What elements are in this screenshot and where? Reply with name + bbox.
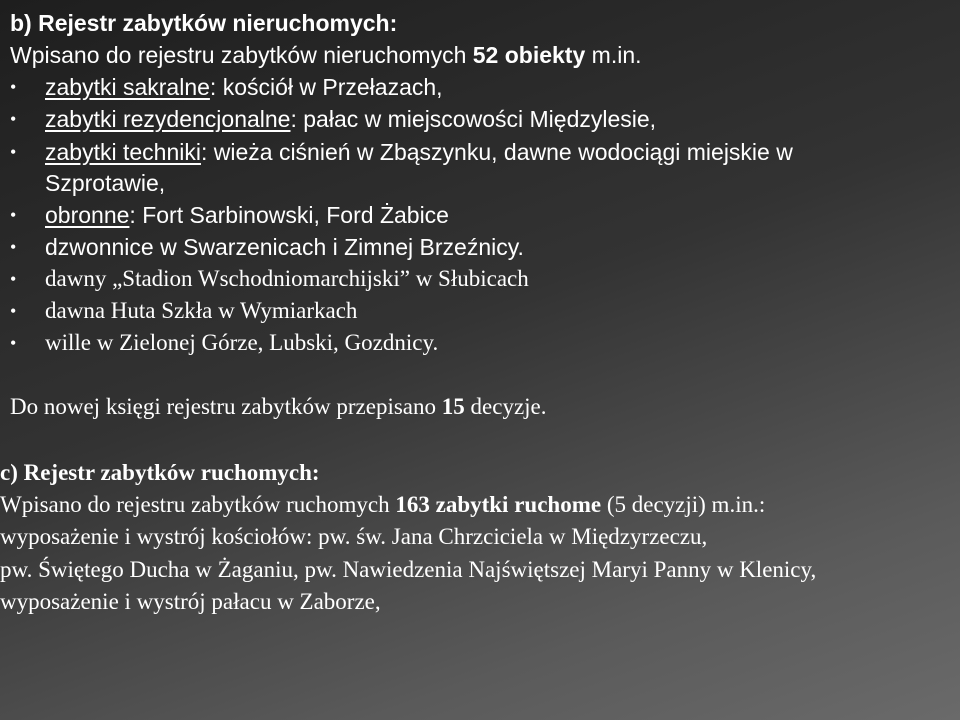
bullet-icon: •	[10, 269, 17, 289]
bullet-icon: •	[10, 333, 17, 353]
bullet-icon: •	[10, 237, 17, 257]
list-item: zabytki rezydencjonalne: pałac w miejscowości Międzylesie,	[45, 106, 657, 132]
section-c-line: pw. Świętego Ducha w Żaganiu, pw. Nawiedzenia Najświętszej Maryi Panny w Klenicy,	[0, 557, 817, 582]
list-item: zabytki techniki: wieża ciśnień w Zbąszynku, dawne wodociągi miejskie w	[45, 139, 793, 165]
list-item: dawny „Stadion Wschodniomarchijski” w Słubicach	[45, 266, 529, 291]
list-item: dzwonnice w Swarzenicach i Zimnej Brzeźnicy.	[45, 234, 524, 260]
bullet-icon: •	[10, 142, 17, 162]
bullet-icon: •	[10, 205, 17, 225]
list-item: wille w Zielonej Górze, Lubski, Gozdnicy.	[45, 330, 439, 355]
section-c-intro: Wpisano do rejestru zabytków ruchomych 163 zabytki ruchome (5 decyzji) m.in.:	[0, 492, 766, 517]
section-c-line: wyposażenie i wystrój pałacu w Zaborze,	[0, 589, 381, 614]
list-item: zabytki sakralne: kościół w Przełazach,	[45, 74, 443, 100]
bullet-icon: •	[10, 77, 17, 97]
section-b-intro: Wpisano do rejestru zabytków nieruchomych 52 obiekty m.in.	[10, 42, 642, 68]
section-c-line: wyposażenie i wystrój kościołów: pw. św. Jana Chrzciciela w Międzyrzeczu,	[0, 524, 708, 549]
section-b-note: Do nowej księgi rejestru zabytków przepisano 15 decyzje.	[10, 394, 547, 419]
list-item: obronne: Fort Sarbinowski, Ford Żabice	[45, 202, 449, 228]
section-b-heading: b) Rejestr zabytków nieruchomych:	[10, 10, 398, 36]
bullet-icon: •	[10, 301, 17, 321]
bullet-icon: •	[10, 109, 17, 129]
section-c-heading: c) Rejestr zabytków ruchomych:	[0, 460, 320, 485]
list-item-continuation: Szprotawie,	[45, 170, 166, 196]
list-item: dawna Huta Szkła w Wymiarkach	[45, 298, 358, 323]
